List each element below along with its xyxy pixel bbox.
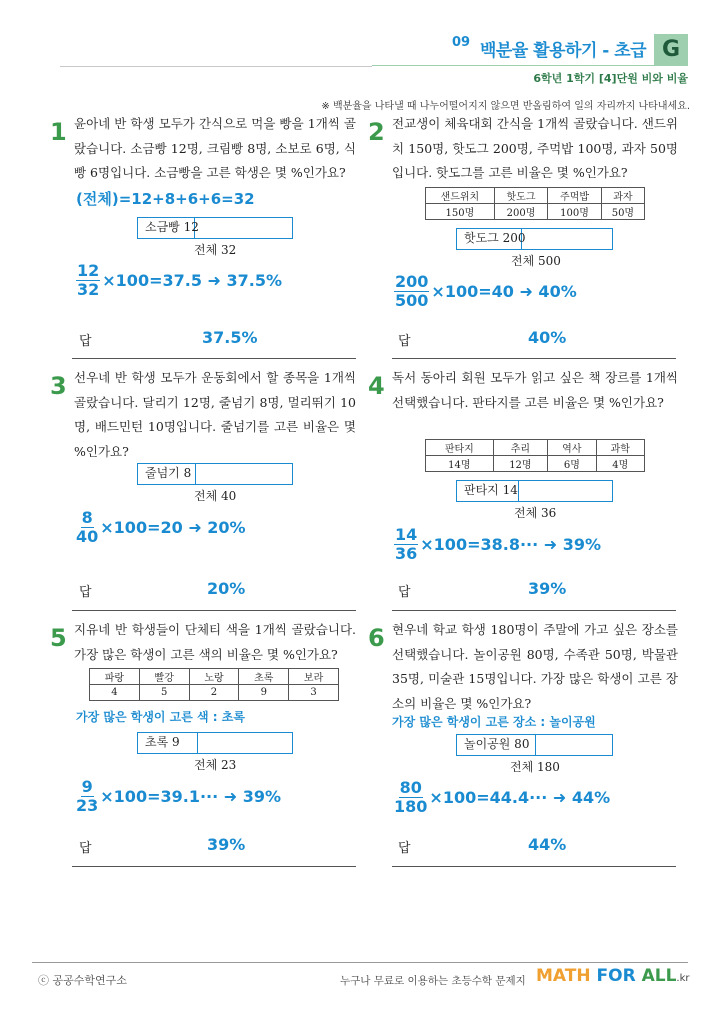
brand-all: ALL [641, 966, 677, 986]
problem-5-bar [137, 732, 293, 754]
worksheet-subtitle: 6학년 1학기 [4]단원 비와 비율 [533, 72, 688, 85]
problem-4-fraction [394, 526, 418, 563]
problem-3-numerator: 8 [81, 508, 93, 527]
problem-2-value-cell: 50명 [601, 204, 644, 220]
problem-6-bar-label: 놀이공원 80 [457, 735, 536, 755]
problem-5-value-cell: 3 [289, 685, 339, 701]
problem-3-number: 3 [50, 372, 67, 400]
footer-divider [32, 962, 688, 963]
problem-4-answer-label: 답 [398, 585, 411, 600]
problem-6-answer-line [392, 866, 676, 867]
problem-3-calc [76, 509, 246, 546]
problem-5-text: 지유네 반 학생들이 단체티 색을 1개씩 골랐습니다. 가장 많은 학생이 고른 색의 비율은 몇 %인가요? [74, 622, 356, 662]
problem-6-answer: 44% [528, 835, 567, 854]
problem-4-calc [394, 526, 601, 563]
problem-3-fraction [76, 509, 98, 546]
problem-5-table [89, 668, 339, 701]
problem-3-bar-label: 줄넘기 8 [138, 464, 196, 484]
problem-5-answer-line [72, 866, 356, 867]
brand-math: MATH [536, 966, 591, 986]
problem-2-header-cell: 주먹밥 [548, 188, 602, 204]
problem-3-answer-line [72, 610, 356, 611]
problem-2-bar [456, 228, 613, 250]
worksheet-title: 백분율 활용하기 - 초급 [480, 41, 647, 61]
problem-1-denominator: 32 [77, 280, 100, 299]
problem-1-text: 윤아네 반 학생 모두가 간식으로 먹을 빵을 1개씩 골랐습니다. 소금빵 12명, 크림빵 8명, 소보로 6명, 식빵 6명입니다. 소금빵을 고른 학생은 몇 %인가요? [74, 116, 356, 180]
problem-2-denominator: 500 [395, 291, 429, 310]
rounding-notice: ※ 백분율을 나타낼 때 나누어떨어지지 않으면 반올림하여 일의 자리까지 나타내세요. [321, 101, 690, 112]
problem-5-denominator: 23 [76, 796, 99, 815]
problem-2-table [425, 187, 645, 220]
problem-2-header-cell: 과자 [601, 188, 644, 204]
problem-1-calc [76, 262, 282, 299]
problem-5-value-cell: 5 [139, 685, 189, 701]
problem-6-bar [456, 734, 613, 756]
problem-1-answer: 37.5% [202, 328, 258, 347]
problem-4-text: 독서 동아리 회원 모두가 읽고 싶은 책 장르를 1개씩 선택했습니다. 판타지를 고른 비율은 몇 %인가요? [392, 370, 678, 410]
problem-4-bar-label: 판타지 14 [457, 481, 519, 501]
problem-3-text: 선우네 반 학생 모두가 운동회에서 할 종목을 1개씩 골랐습니다. 달리기 12명, 줄넘기 8명, 멀리뛰기 10명, 배드민턴 10명입니다. 줄넘기를 고른 비율은 몇 %인가요? [74, 370, 356, 459]
problem-5-value-cell: 4 [90, 685, 140, 701]
problem-2-value-cell: 100명 [548, 204, 602, 220]
problem-5-header-cell: 초록 [239, 669, 289, 685]
problem-2-value-cell: 200명 [494, 204, 548, 220]
problem-2-bar-label: 핫도그 200 [457, 229, 522, 249]
problem-2-fraction [394, 273, 429, 310]
problem-1-number: 1 [50, 118, 67, 146]
problem-2-answer-line [392, 358, 676, 359]
problem-1-bar [137, 217, 293, 239]
problem-4-calc-text: ×100=38.8··· ➜ 39% [420, 535, 602, 554]
problem-6-fraction [394, 779, 427, 816]
problem-1-numerator: 12 [77, 261, 100, 280]
problem-1-answer-label: 답 [79, 334, 92, 349]
problem-1-answer-line [72, 358, 356, 359]
problem-2-calc-text: ×100=40 ➜ 40% [431, 282, 577, 301]
problem-4-header-cell: 과학 [596, 440, 644, 456]
problem-4-bar [456, 480, 613, 502]
brand-kr: .kr [676, 973, 690, 984]
problem-6-number: 6 [368, 624, 385, 652]
problem-4-header-cell: 추리 [493, 440, 548, 456]
footer-brand-logo [536, 966, 690, 986]
problem-4-value-cell: 12명 [493, 456, 548, 472]
problem-5-header-cell: 보라 [289, 669, 339, 685]
problem-6-text: 현우네 학교 학생 180명이 주말에 가고 싶은 장소를 선택했습니다. 놀이공원 80명, 수족관 50명, 박물관 35명, 미술관 15명입니다. 가장 많은 학생이 고른 장소의 비율은 몇 %인가요? [392, 622, 678, 711]
problem-1-bar-label: 소금빵 12 [138, 218, 195, 238]
problem-4-denominator: 36 [395, 544, 418, 563]
problem-3-total: 전체 40 [194, 489, 237, 503]
problem-6-total: 전체 180 [510, 760, 560, 774]
problem-6-denominator: 180 [394, 797, 428, 816]
header-divider-left [60, 66, 372, 67]
worksheet-number: 09 [452, 35, 471, 50]
problem-2-answer-label: 답 [398, 334, 411, 349]
problem-4-value-cell: 4명 [596, 456, 644, 472]
problem-5-header-cell: 빨강 [139, 669, 189, 685]
problem-3-answer-label: 답 [79, 585, 92, 600]
problem-2-numerator: 200 [395, 272, 429, 291]
problem-6-calc [394, 779, 610, 816]
problem-6-calc-text: ×100=44.4··· ➜ 44% [429, 788, 611, 807]
problem-1-fraction [76, 262, 100, 299]
problem-5-header-cell: 파랑 [90, 669, 140, 685]
problem-5-answer-label: 답 [79, 841, 92, 856]
problem-4-number: 4 [368, 372, 385, 400]
problem-1-calc-text: ×100=37.5 ➜ 37.5% [102, 271, 283, 290]
footer-copyright: ⓒ 공공수학연구소 [38, 974, 127, 987]
problem-2-number: 2 [368, 118, 385, 146]
problem-3-denominator: 40 [76, 527, 99, 546]
level-badge: G [654, 34, 688, 65]
problem-4-answer: 39% [528, 579, 567, 598]
problem-1-total: 전체 32 [194, 243, 237, 257]
problem-2-text: 전교생이 체육대회 간식을 1개씩 골랐습니다. 샌드위치 150명, 핫도그 200명, 주먹밥 100명, 과자 50명입니다. 핫도그를 고른 비율은 몇 %인가요? [392, 116, 678, 180]
problem-5-total: 전체 23 [194, 758, 237, 772]
problem-5-calc [76, 778, 281, 815]
problem-4-header-cell: 역사 [548, 440, 596, 456]
problem-6-answer-label: 답 [398, 841, 411, 856]
problem-2-header-cell: 샌드위치 [426, 188, 495, 204]
header-divider [372, 65, 688, 66]
problem-3-answer: 20% [207, 579, 246, 598]
footer-tagline: 누구나 무료로 이용하는 초등수학 문제지 [340, 975, 526, 987]
problem-5-answer: 39% [207, 835, 246, 854]
problem-4-table [425, 439, 645, 472]
problem-6-most-chosen: 가장 많은 학생이 고른 장소 : 놀이공원 [392, 715, 596, 729]
problem-4-numerator: 14 [395, 525, 418, 544]
problem-4-total: 전체 36 [514, 506, 557, 520]
problem-2-total: 전체 500 [511, 254, 561, 268]
problem-1-sum: (전체)=12+8+6+6=32 [76, 190, 255, 208]
problem-5-bar-label: 초록 9 [138, 733, 198, 753]
problem-4-answer-line [392, 610, 676, 611]
problem-2-value-cell: 150명 [426, 204, 495, 220]
problem-2-calc [394, 273, 577, 310]
problem-5-header-cell: 노랑 [189, 669, 239, 685]
problem-5-numerator: 9 [81, 777, 93, 796]
problem-5-most-chosen: 가장 많은 학생이 고른 색 : 초록 [76, 710, 245, 724]
problem-3-bar [137, 463, 293, 485]
problem-4-value-cell: 14명 [426, 456, 494, 472]
problem-5-fraction [76, 778, 98, 815]
problem-4-value-cell: 6명 [548, 456, 596, 472]
problem-2-answer: 40% [528, 328, 567, 347]
brand-for: FOR [596, 966, 636, 986]
problem-2-header-cell: 핫도그 [494, 188, 548, 204]
problem-5-value-cell: 9 [239, 685, 289, 701]
problem-6-numerator: 80 [399, 778, 422, 797]
problem-3-calc-text: ×100=20 ➜ 20% [100, 518, 246, 537]
problem-4-header-cell: 판타지 [426, 440, 494, 456]
problem-5-calc-text: ×100=39.1··· ➜ 39% [100, 787, 282, 806]
problem-5-number: 5 [50, 624, 67, 652]
problem-5-value-cell: 2 [189, 685, 239, 701]
